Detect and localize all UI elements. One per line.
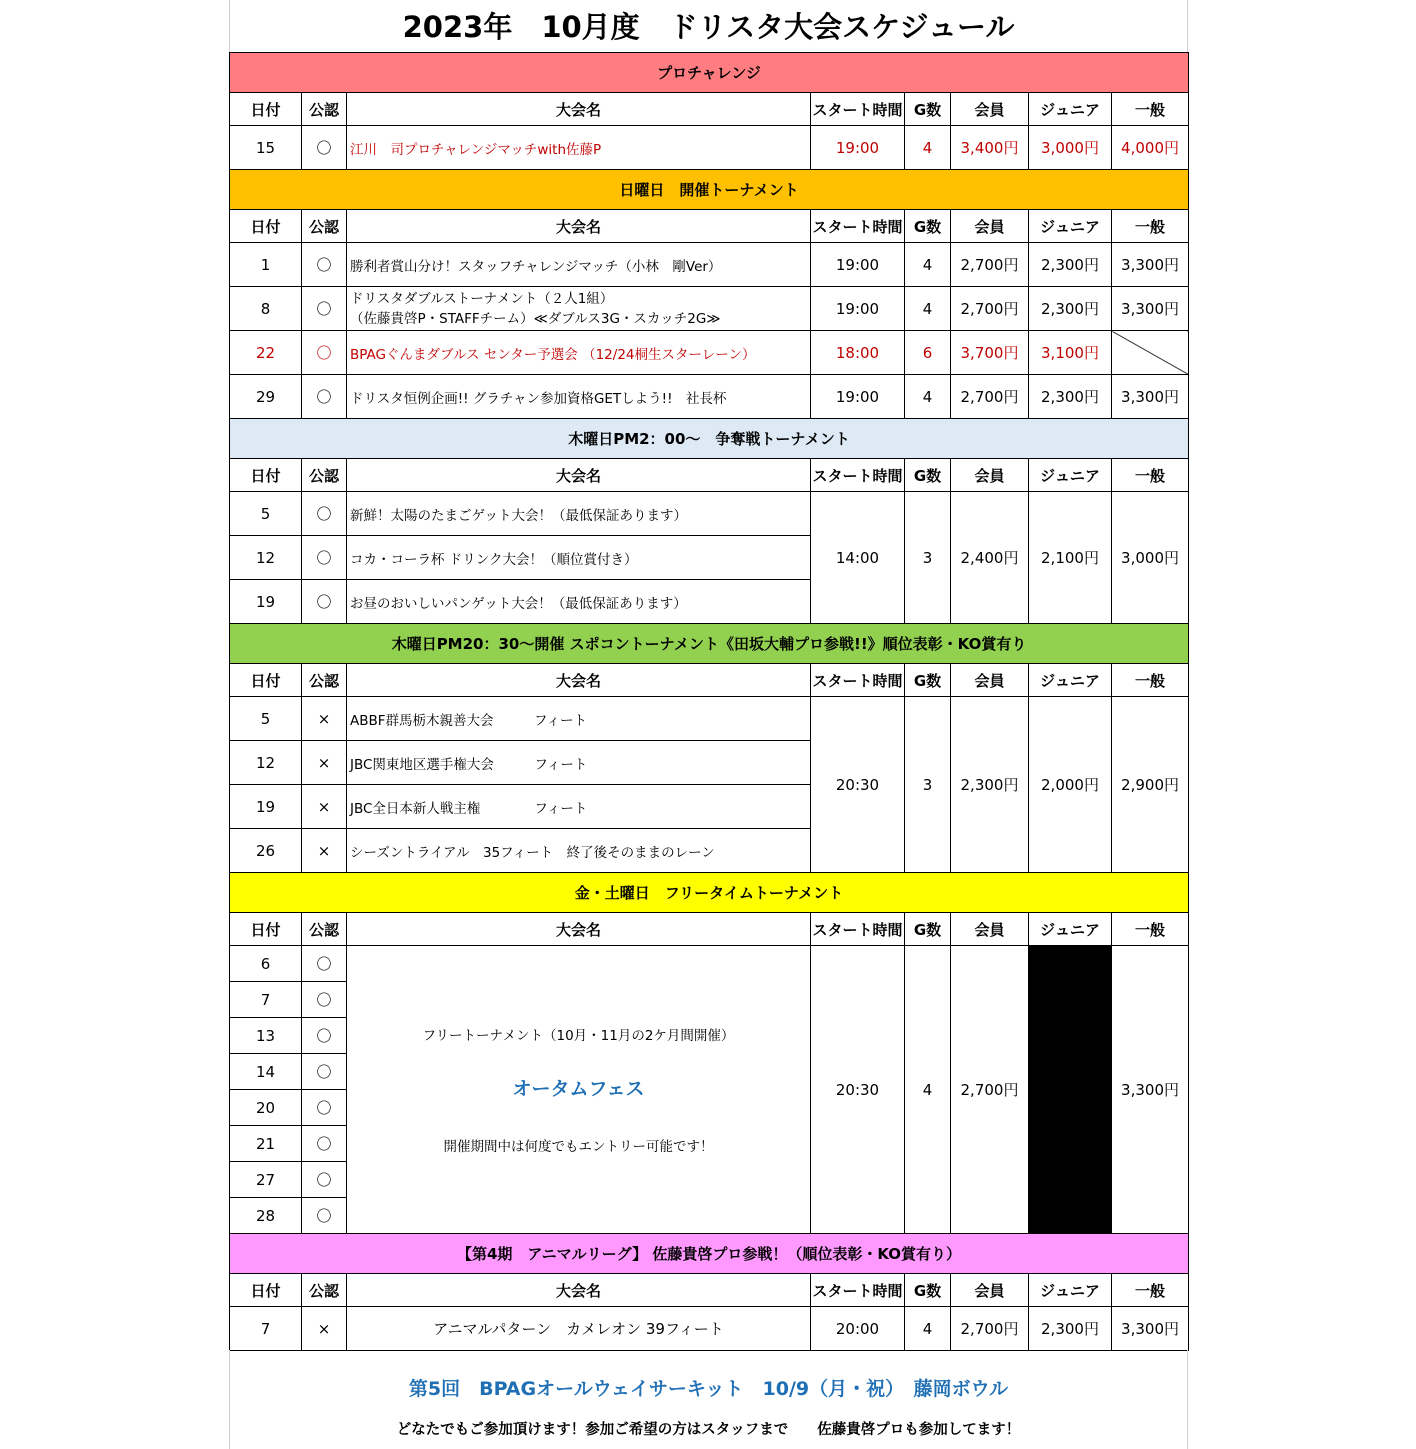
- section-banner-animal: 【第4期 アニマルリーグ】 佐藤貴啓プロ参戦！（順位表彰・KO賞有り）: [230, 1234, 1189, 1274]
- header-name: 大会名: [347, 210, 811, 243]
- cell-general: 3,300円: [1112, 1307, 1189, 1351]
- cell-start: 20:00: [811, 1307, 905, 1351]
- cell-junior: 3,000円: [1029, 126, 1112, 170]
- cell-member: 3,400円: [951, 126, 1029, 170]
- cell-official: 〇: [302, 536, 347, 580]
- cell-general: 3,300円: [1112, 375, 1189, 419]
- cell-official: 〇: [302, 1162, 347, 1198]
- cell-official: 〇: [302, 580, 347, 624]
- cell-member: 2,400円: [951, 492, 1029, 624]
- header-junior: ジュニア: [1029, 913, 1112, 946]
- cell-games: 4: [905, 126, 951, 170]
- cell-date: 21: [230, 1126, 302, 1162]
- cell-member: 2,300円: [951, 697, 1029, 873]
- cell-date: 12: [230, 536, 302, 580]
- header-date: 日付: [230, 210, 302, 243]
- cell-official: ×: [302, 697, 347, 741]
- cell-member: 2,700円: [951, 1307, 1029, 1351]
- cell-date: 19: [230, 785, 302, 829]
- cell-start: 20:30: [811, 697, 905, 873]
- free-tournament-title: オータムフェス: [512, 1078, 645, 1100]
- table-row: [230, 243, 1189, 287]
- cell-general: 4,000円: [1112, 126, 1189, 170]
- cell-official: ×: [302, 829, 347, 873]
- header-official: 公認: [302, 93, 347, 126]
- cell-name: [347, 287, 811, 331]
- cell-date: 19: [230, 580, 302, 624]
- cell-official: ×: [302, 1307, 347, 1351]
- section-banner-friday: 金・土曜日 フリータイムトーナメント: [230, 873, 1189, 913]
- section-banner-thursday-pm8: 木曜日PM20：30～開催 スポコントーナメント《田坂大輔プロ参戦!!》順位表彰・KO賞有り: [230, 624, 1189, 664]
- cell-name-line2: （佐藤貴啓P・STAFFチーム）≪ダブルス3G・スカッチ2G≫: [350, 310, 721, 327]
- cell-official: 〇: [302, 1018, 347, 1054]
- header-junior: ジュニア: [1029, 664, 1112, 697]
- cell-member: 2,700円: [951, 243, 1029, 287]
- header-general: 一般: [1112, 913, 1189, 946]
- header-junior: ジュニア: [1029, 1274, 1112, 1307]
- header-games: G数: [905, 913, 951, 946]
- cell-member: 2,700円: [951, 375, 1029, 419]
- cell-date: 28: [230, 1198, 302, 1234]
- header-games: G数: [905, 459, 951, 492]
- cell-games: 4: [905, 946, 951, 1234]
- header-name: 大会名: [347, 913, 811, 946]
- cell-start: 19:00: [811, 126, 905, 170]
- header-official: 公認: [302, 664, 347, 697]
- header-name: 大会名: [347, 459, 811, 492]
- cell-date: 1: [230, 243, 302, 287]
- cell-date: 26: [230, 829, 302, 873]
- cell-name: 江川 司プロチャレンジマッチwith佐藤P: [347, 126, 811, 170]
- cell-official: 〇: [302, 1090, 347, 1126]
- cell-official: 〇: [302, 375, 347, 419]
- cell-general: 3,300円: [1112, 243, 1189, 287]
- cell-date: 5: [230, 492, 302, 536]
- cell-general: 3,300円: [1112, 287, 1189, 331]
- free-tournament-line3: 開催期間中は何度でもエントリー可能です！: [443, 1139, 714, 1155]
- cell-date: 5: [230, 697, 302, 741]
- cell-official: ×: [302, 741, 347, 785]
- header-official: 公認: [302, 210, 347, 243]
- header-general: 一般: [1112, 210, 1189, 243]
- cell-date: 7: [230, 1307, 302, 1351]
- cell-date: 29: [230, 375, 302, 419]
- header-date: 日付: [230, 664, 302, 697]
- cell-games: 4: [905, 243, 951, 287]
- header-row: [230, 913, 1189, 946]
- cell-official: 〇: [302, 1126, 347, 1162]
- cell-games: 6: [905, 331, 951, 375]
- cell-date: 20: [230, 1090, 302, 1126]
- cell-name-free-tournament: [347, 946, 811, 1234]
- section-banner-pro: プロチャレンジ: [230, 53, 1189, 93]
- header-official: 公認: [302, 913, 347, 946]
- cell-junior: 2,300円: [1029, 243, 1112, 287]
- header-date: 日付: [230, 913, 302, 946]
- header-official: 公認: [302, 1274, 347, 1307]
- cell-junior: 2,100円: [1029, 492, 1112, 624]
- header-member: 会員: [951, 210, 1029, 243]
- cell-start: 20:30: [811, 946, 905, 1234]
- header-member: 会員: [951, 1274, 1029, 1307]
- cell-official: 〇: [302, 1198, 347, 1234]
- cell-official: 〇: [302, 982, 347, 1018]
- cell-official: 〇: [302, 492, 347, 536]
- header-junior: ジュニア: [1029, 210, 1112, 243]
- cell-name: シーズントライアル 35フィート 終了後そのままのレーン: [347, 829, 811, 873]
- footer-event-notice: 第5回 BPAGオールウェイサーキット 10/9（月・祝） 藤岡ボウル: [408, 1378, 1009, 1400]
- table-row: [230, 1307, 1189, 1351]
- header-row: [230, 1274, 1189, 1307]
- cell-name-line1: ドリスタダブルストーナメント（２人1組）: [350, 290, 614, 307]
- cell-date: 14: [230, 1054, 302, 1090]
- cell-junior: 2,000円: [1029, 697, 1112, 873]
- cell-start: 19:00: [811, 287, 905, 331]
- cell-member: 2,700円: [951, 946, 1029, 1234]
- table-row: [230, 287, 1189, 331]
- cell-junior-blacked-out: [1029, 946, 1112, 1234]
- cell-member: 2,700円: [951, 287, 1029, 331]
- header-games: G数: [905, 210, 951, 243]
- header-games: G数: [905, 1274, 951, 1307]
- cell-official: ×: [302, 785, 347, 829]
- header-date: 日付: [230, 93, 302, 126]
- cell-start: 19:00: [811, 243, 905, 287]
- cell-name: JBC関東地区選手権大会 フィート: [347, 741, 811, 785]
- table-row: [230, 331, 1189, 375]
- cell-name: アニマルパターン カメレオン 39フィート: [347, 1307, 811, 1351]
- table-row: [230, 375, 1189, 419]
- cell-junior: 2,300円: [1029, 1307, 1112, 1351]
- header-games: G数: [905, 93, 951, 126]
- cell-games: 4: [905, 375, 951, 419]
- header-games: G数: [905, 664, 951, 697]
- header-junior: ジュニア: [1029, 93, 1112, 126]
- header-start: スタート時間: [811, 664, 905, 697]
- cell-name: BPAGぐんまダブルス センター予選会 （12/24桐生スターレーン）: [347, 331, 811, 375]
- cell-date: 8: [230, 287, 302, 331]
- header-date: 日付: [230, 459, 302, 492]
- cell-date: 7: [230, 982, 302, 1018]
- table-row: [230, 492, 1189, 536]
- header-row: [230, 459, 1189, 492]
- cell-name: 新鮮！太陽のたまごゲット大会！（最低保証あります）: [347, 492, 811, 536]
- schedule-table: [229, 52, 1189, 1351]
- header-start: スタート時間: [811, 913, 905, 946]
- cell-name: ドリスタ恒例企画!! グラチャン参加資格GETしよう!! 社長杯: [347, 375, 811, 419]
- table-row: [230, 946, 1189, 982]
- cell-games: 3: [905, 492, 951, 624]
- cell-official: 〇: [302, 946, 347, 982]
- cell-general: 3,000円: [1112, 492, 1189, 624]
- cell-general: 3,300円: [1112, 946, 1189, 1234]
- header-name: 大会名: [347, 1274, 811, 1307]
- cell-name: ABBF群馬栃木親善大会 フィート: [347, 697, 811, 741]
- cell-date: 12: [230, 741, 302, 785]
- free-tournament-line1: フリートーナメント（10月・11月の2ケ月間開催）: [422, 1028, 735, 1044]
- header-start: スタート時間: [811, 210, 905, 243]
- header-member: 会員: [951, 459, 1029, 492]
- schedule-sheet: [229, 0, 1188, 1449]
- header-name: 大会名: [347, 664, 811, 697]
- cell-start: 14:00: [811, 492, 905, 624]
- cell-official: 〇: [302, 126, 347, 170]
- section-banner-thursday-pm2: 木曜日PM2：00～ 争奪戦トーナメント: [230, 419, 1189, 459]
- cell-junior: 3,100円: [1029, 331, 1112, 375]
- cell-name: コカ・コーラ杯 ドリンク大会！（順位賞付き）: [347, 536, 811, 580]
- header-member: 会員: [951, 913, 1029, 946]
- page-title: 2023年 10月度 ドリスタ大会スケジュール: [229, 0, 1188, 52]
- header-row: [230, 93, 1189, 126]
- table-row: [230, 697, 1189, 741]
- header-junior: ジュニア: [1029, 459, 1112, 492]
- cell-games: 3: [905, 697, 951, 873]
- header-start: スタート時間: [811, 459, 905, 492]
- cell-date: 6: [230, 946, 302, 982]
- header-general: 一般: [1112, 459, 1189, 492]
- header-start: スタート時間: [811, 1274, 905, 1307]
- cell-date: 13: [230, 1018, 302, 1054]
- header-official: 公認: [302, 459, 347, 492]
- cell-games: 4: [905, 1307, 951, 1351]
- section-banner-sunday: 日曜日 開催トーナメント: [230, 170, 1189, 210]
- cell-member: 3,700円: [951, 331, 1029, 375]
- table-row: [230, 126, 1189, 170]
- header-start: スタート時間: [811, 93, 905, 126]
- cell-junior: 2,300円: [1029, 375, 1112, 419]
- cell-general: 2,900円: [1112, 697, 1189, 873]
- cell-date: 22: [230, 331, 302, 375]
- cell-junior: 2,300円: [1029, 287, 1112, 331]
- cell-official: 〇: [302, 1054, 347, 1090]
- header-member: 会員: [951, 664, 1029, 697]
- footer-participation-note: どなたでもご参加頂けます！参加ご希望の方はスタッフまで 佐藤貴啓プロも参加してます！: [396, 1422, 1021, 1438]
- cell-start: 18:00: [811, 331, 905, 375]
- header-general: 一般: [1112, 664, 1189, 697]
- header-row: [230, 664, 1189, 697]
- header-general: 一般: [1112, 1274, 1189, 1307]
- cell-start: 19:00: [811, 375, 905, 419]
- cell-official: 〇: [302, 243, 347, 287]
- cell-games: 4: [905, 287, 951, 331]
- header-date: 日付: [230, 1274, 302, 1307]
- cell-name: JBC全日本新人戦主権 フィート: [347, 785, 811, 829]
- cell-official: 〇: [302, 331, 347, 375]
- header-name: 大会名: [347, 93, 811, 126]
- cell-official: 〇: [302, 287, 347, 331]
- cell-date: 27: [230, 1162, 302, 1198]
- header-general: 一般: [1112, 93, 1189, 126]
- header-row: [230, 210, 1189, 243]
- cell-date: 15: [230, 126, 302, 170]
- cell-name: 勝利者賞山分け！スタッフチャレンジマッチ（小林 剛Ver）: [347, 243, 811, 287]
- cell-name: お昼のおいしいパンゲット大会！（最低保証あります）: [347, 580, 811, 624]
- cell-general-empty: [1112, 331, 1189, 375]
- header-member: 会員: [951, 93, 1029, 126]
